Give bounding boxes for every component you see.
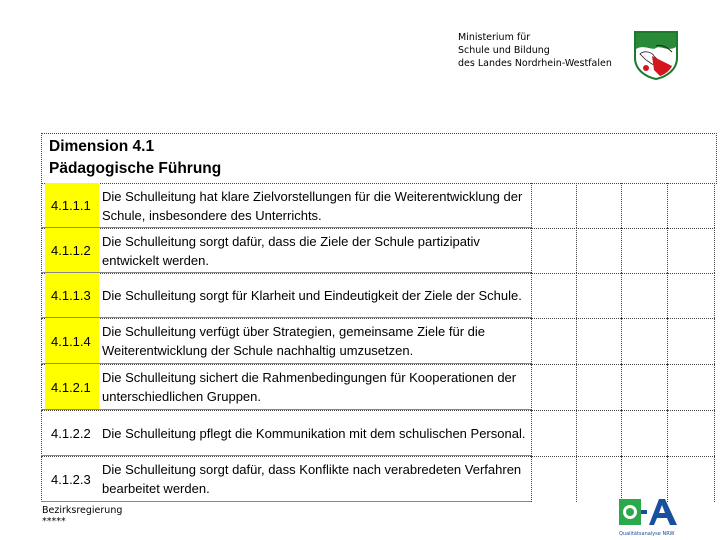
rating-columns — [531, 410, 715, 456]
criterion-row — [41, 228, 717, 273]
rating-columns — [531, 318, 715, 364]
ministry-line-3: des Landes Nordrhein-Westfalen — [458, 58, 612, 69]
criterion-row — [41, 456, 717, 502]
criterion-row — [41, 364, 717, 410]
qa-logo-caption: Qualitätsanalyse NRW — [619, 531, 675, 537]
criterion-number: 4.1.1.1 — [45, 183, 99, 228]
criterion-text: Die Schulleitung sorgt dafür, dass die Ziele der Schule partizipativ entwickelt werden. — [102, 233, 480, 268]
criterion-row — [41, 318, 717, 364]
criterion-text: Die Schulleitung sorgt dafür, dass Konflikte nach verabredeten Verfahren bearbeitet werden. — [102, 462, 522, 496]
criterion-row — [41, 410, 717, 456]
footer-authority-name: Bezirksregierung — [42, 505, 123, 516]
rating-columns — [531, 273, 715, 318]
criterion-row — [41, 273, 717, 318]
ministry-name — [458, 31, 612, 70]
criterion-number: 4.1.2.3 — [51, 471, 91, 487]
criterion-row — [41, 183, 717, 228]
criterion-number: 4.1.1.4 — [45, 318, 99, 364]
criterion-text: Die Schulleitung sorgt für Klarheit und Eindeutigkeit der Ziele der Schule. — [102, 288, 522, 303]
criterion-number: 4.1.1.3 — [45, 273, 99, 318]
nrw-coat-of-arms-logo — [632, 30, 680, 80]
criterion-text: Die Schulleitung sichert die Rahmenbedingungen für Kooperationen der unterschiedlichen Gruppen. — [102, 370, 517, 404]
rating-columns — [531, 456, 715, 502]
criterion-number: 4.1.2.2 — [51, 425, 91, 441]
ministry-line-1: Ministerium für — [458, 32, 531, 43]
ministry-line-2: Schule und Bildung — [458, 45, 550, 56]
criterion-text: Die Schulleitung verfügt über Strategien, gemeinsame Ziele für die Weiterentwicklung der Schule nachhaltig umzusetzen. — [102, 324, 485, 358]
criterion-text: Die Schulleitung hat klare Zielvorstellungen für die Weiterentwicklung der Schule, insbesondere des Unterrichts. — [102, 188, 523, 223]
criterion-number: 4.1.1.2 — [45, 228, 99, 273]
dimension-header — [41, 133, 717, 184]
criterion-text: Die Schulleitung pflegt die Kommunikation mit dem schulischen Personal. — [102, 425, 526, 441]
footer-authority-placeholder: ***** — [42, 516, 66, 527]
dimension-subtitle: Pädagogische Führung — [49, 160, 222, 177]
rating-columns — [531, 183, 715, 228]
dimension-title: Dimension 4.1 — [49, 138, 155, 155]
rating-columns — [531, 228, 715, 273]
rating-columns — [531, 364, 715, 410]
criterion-number: 4.1.2.1 — [45, 364, 99, 410]
footer-authority — [42, 505, 122, 527]
